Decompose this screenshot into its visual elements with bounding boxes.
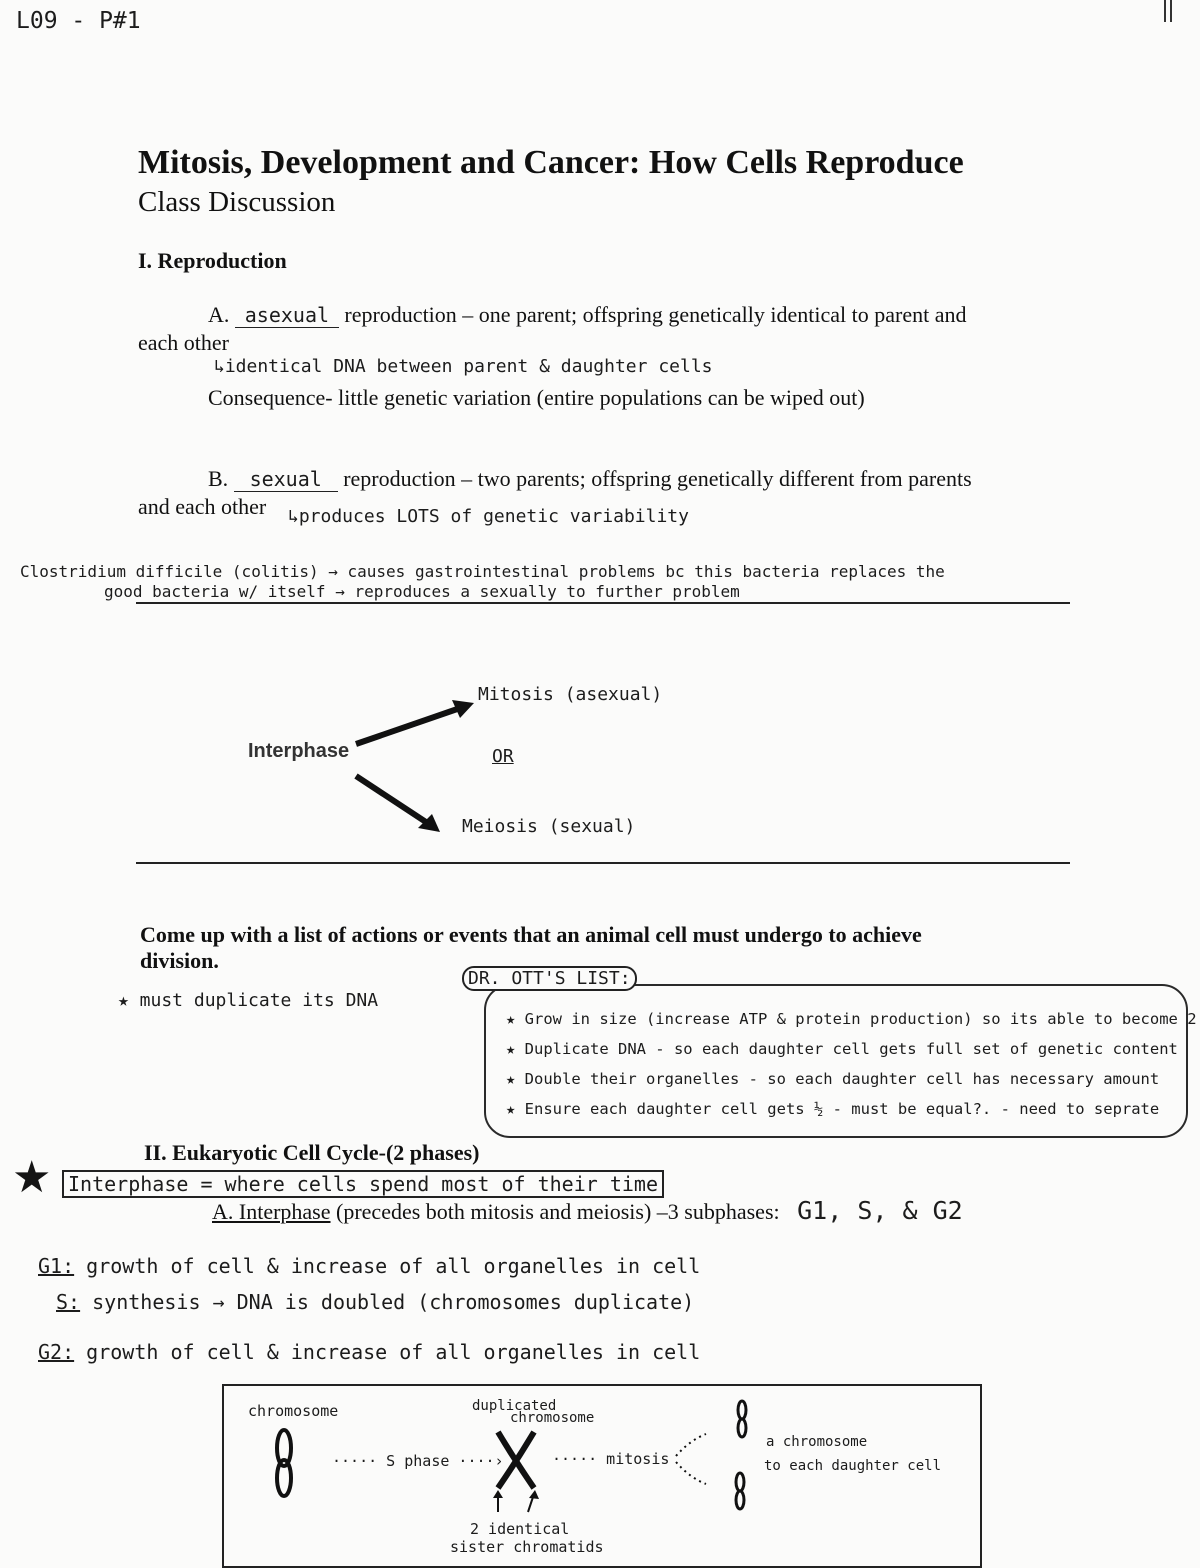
duplicated-label: chromosome (510, 1410, 595, 1426)
phase-text: synthesis → DNA is doubled (chromosomes duplicate) (92, 1290, 695, 1314)
diagram-interphase-label: Interphase (248, 740, 350, 762)
item-b-blank: sexual (234, 467, 338, 492)
result-label: a chromosome (766, 1434, 868, 1450)
item-b-note: ↳produces LOTS of genetic variability (288, 506, 689, 527)
chromosome-icon (736, 1473, 744, 1491)
phase-text: growth of cell & increase of all organelles in cell (86, 1340, 701, 1364)
page-subtitle: Class Discussion (138, 186, 336, 218)
page-tag: L09 - P#1 (16, 8, 141, 34)
interphase-note: Interphase = where cells spend most of their time (62, 1170, 664, 1198)
list-item: ★ Double their organelles - so each daughter cell has necessary amount (506, 1070, 1160, 1088)
section-reproduction-heading: I. Reproduction (138, 248, 287, 273)
page-title: Mitosis, Development and Cancer: How Cells Reproduce (138, 144, 964, 181)
diagram-or-label: OR (492, 746, 514, 767)
s-phase-label: ····· S phase ····› (332, 1452, 504, 1470)
arrow-up-icon (493, 1490, 503, 1498)
duplicated-label: duplicated (472, 1398, 557, 1414)
sister-chromatids-label: sister chromatids (450, 1538, 604, 1556)
actions-prompt-line1: Come up with a list of actions or events that an animal cell must undergo to achieve (140, 922, 922, 947)
clostridium-note-line2: good bacteria w/ itself → reproduces a sexually to further problem (104, 582, 740, 601)
item-b-label: B. (208, 466, 229, 491)
arrow-up-icon (529, 1490, 539, 1499)
phase-key: G2: (38, 1340, 75, 1364)
list-item: ★ Duplicate DNA - so each daughter cell gets full set of genetic content (506, 1040, 1178, 1058)
student-note: ★ must duplicate its DNA (118, 990, 379, 1011)
actions-prompt-line2: division. (140, 948, 219, 973)
subphases-note: G1, S, & G2 (797, 1196, 963, 1225)
dr-ott-list-title: DR. OTT'S LIST: (462, 966, 637, 991)
item-a-note: ↳identical DNA between parent & daughter cells (214, 356, 713, 377)
item-a-consequence: Consequence- little genetic variation (entire populations can be wiped out) (208, 385, 865, 410)
mitosis-label: ····· mitosis (552, 1450, 670, 1468)
list-item: ★ Grow in size (increase ATP & protein production) so its able to become 2 (506, 1010, 1197, 1028)
item-a-blank: asexual (235, 303, 339, 328)
interphase-text: (precedes both mitosis and meiosis) –3 subphases: (336, 1199, 780, 1224)
section-cell-cycle-heading: II. Eukaryotic Cell Cycle-(2 phases) (144, 1140, 480, 1165)
chromosome-icon (738, 1419, 746, 1437)
diagram-mitosis-label: Mitosis (asexual) (478, 684, 663, 705)
item-a-label: A. (208, 302, 230, 327)
phase-text: growth of cell & increase of all organelles in cell (86, 1254, 701, 1278)
split-arrow-icon (676, 1462, 706, 1484)
phase-key: S: (56, 1290, 81, 1314)
item-a-continuation: each other (138, 330, 229, 355)
result-label: to each daughter cell (764, 1458, 942, 1474)
chromosome-label: chromosome (248, 1402, 339, 1420)
item-a-text: reproduction – one parent; offspring genetically identical to parent and (344, 302, 967, 327)
split-arrow-icon (676, 1434, 706, 1456)
chromosome-icon (736, 1491, 744, 1509)
item-b-continuation: and each other (138, 494, 267, 519)
chromosome-icon (738, 1401, 746, 1419)
clostridium-note-line1: Clostridium difficile (colitis) → causes gastrointestinal problems bc this bacteria replaces the (20, 562, 945, 581)
diagram-meiosis-label: Meiosis (sexual) (462, 816, 636, 837)
sister-chromatids-label: 2 identical (470, 1520, 570, 1538)
item-b-text: reproduction – two parents; offspring genetically different from parents (343, 466, 972, 491)
interphase-label: A. Interphase (212, 1199, 331, 1224)
star-icon: ★ (12, 1152, 52, 1203)
phase-key: G1: (38, 1254, 75, 1278)
list-item: ★ Ensure each daughter cell gets ½ - must be equal?. - need to seprate (506, 1100, 1160, 1118)
